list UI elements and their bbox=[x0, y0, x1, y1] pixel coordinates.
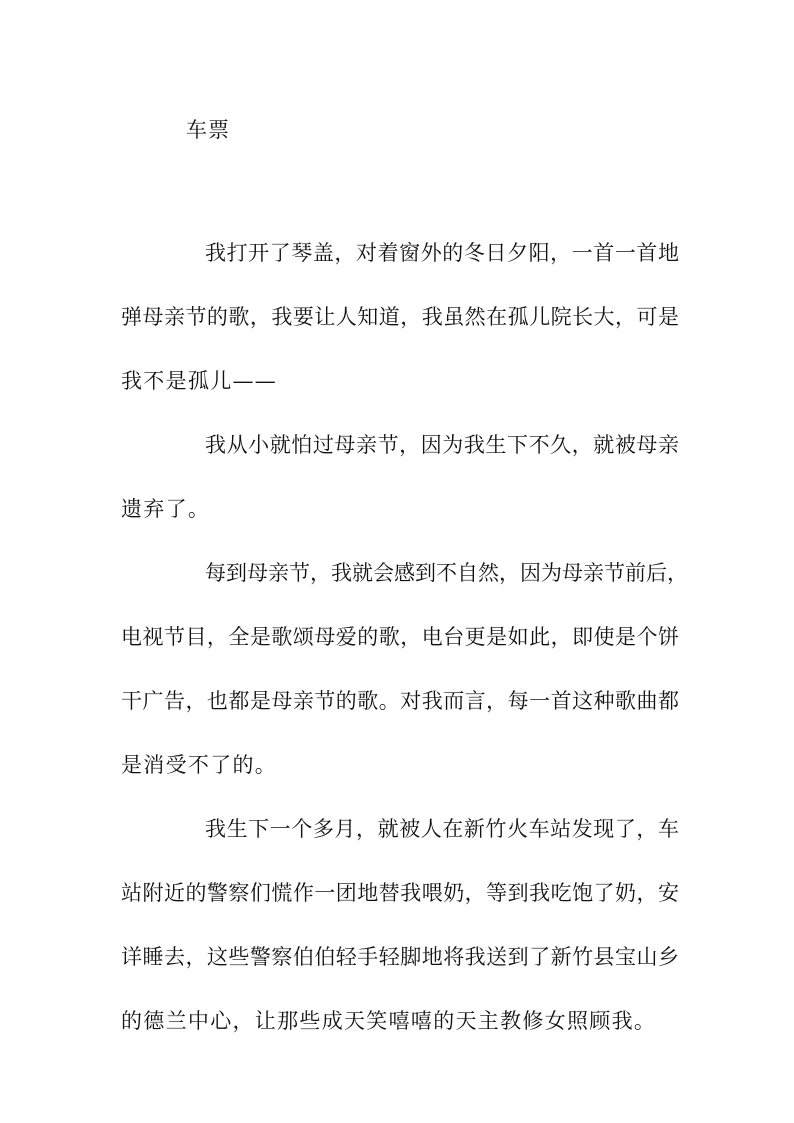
paragraph bbox=[121, 423, 679, 532]
text-line: 我从小就怕过母亲节，因为我生下不久，就被母亲 bbox=[205, 433, 679, 457]
text-line: 详睡去，这些警察伯伯轻手轻脚地将我送到了新竹县宝山乡 bbox=[121, 945, 679, 969]
text-line: 是消受不了的。 bbox=[121, 753, 278, 777]
document-title: 车票 bbox=[186, 118, 230, 142]
text-line: 我生下一个多月，就被人在新竹火车站发现了，车 bbox=[205, 817, 679, 841]
paragraph bbox=[121, 231, 679, 404]
text-line: 的德兰中心，让那些成天笑嘻嘻的天主教修女照顾我。 bbox=[121, 1009, 657, 1033]
paragraph bbox=[121, 807, 679, 1044]
text-line: 弹母亲节的歌，我要让人知道，我虽然在孤儿院长大，可是 bbox=[121, 305, 679, 329]
text-line: 电视节目，全是歌颂母爱的歌，电台更是如此，即使是个饼 bbox=[121, 625, 679, 649]
text-line: 遗弃了。 bbox=[121, 497, 211, 521]
text-line: 我不是孤儿—— bbox=[121, 369, 278, 393]
document-body bbox=[121, 231, 688, 1063]
text-line: 每到母亲节，我就会感到不自然，因为母亲节前后， bbox=[205, 561, 688, 585]
text-line: 干广告，也都是母亲节的歌。对我而言，每一首这种歌曲都 bbox=[121, 689, 679, 713]
text-line: 站附近的警察们慌作一团地替我喂奶，等到我吃饱了奶，安 bbox=[121, 881, 679, 905]
text-line: 我打开了琴盖，对着窗外的冬日夕阳，一首一首地 bbox=[205, 241, 679, 265]
paragraph bbox=[121, 551, 688, 788]
